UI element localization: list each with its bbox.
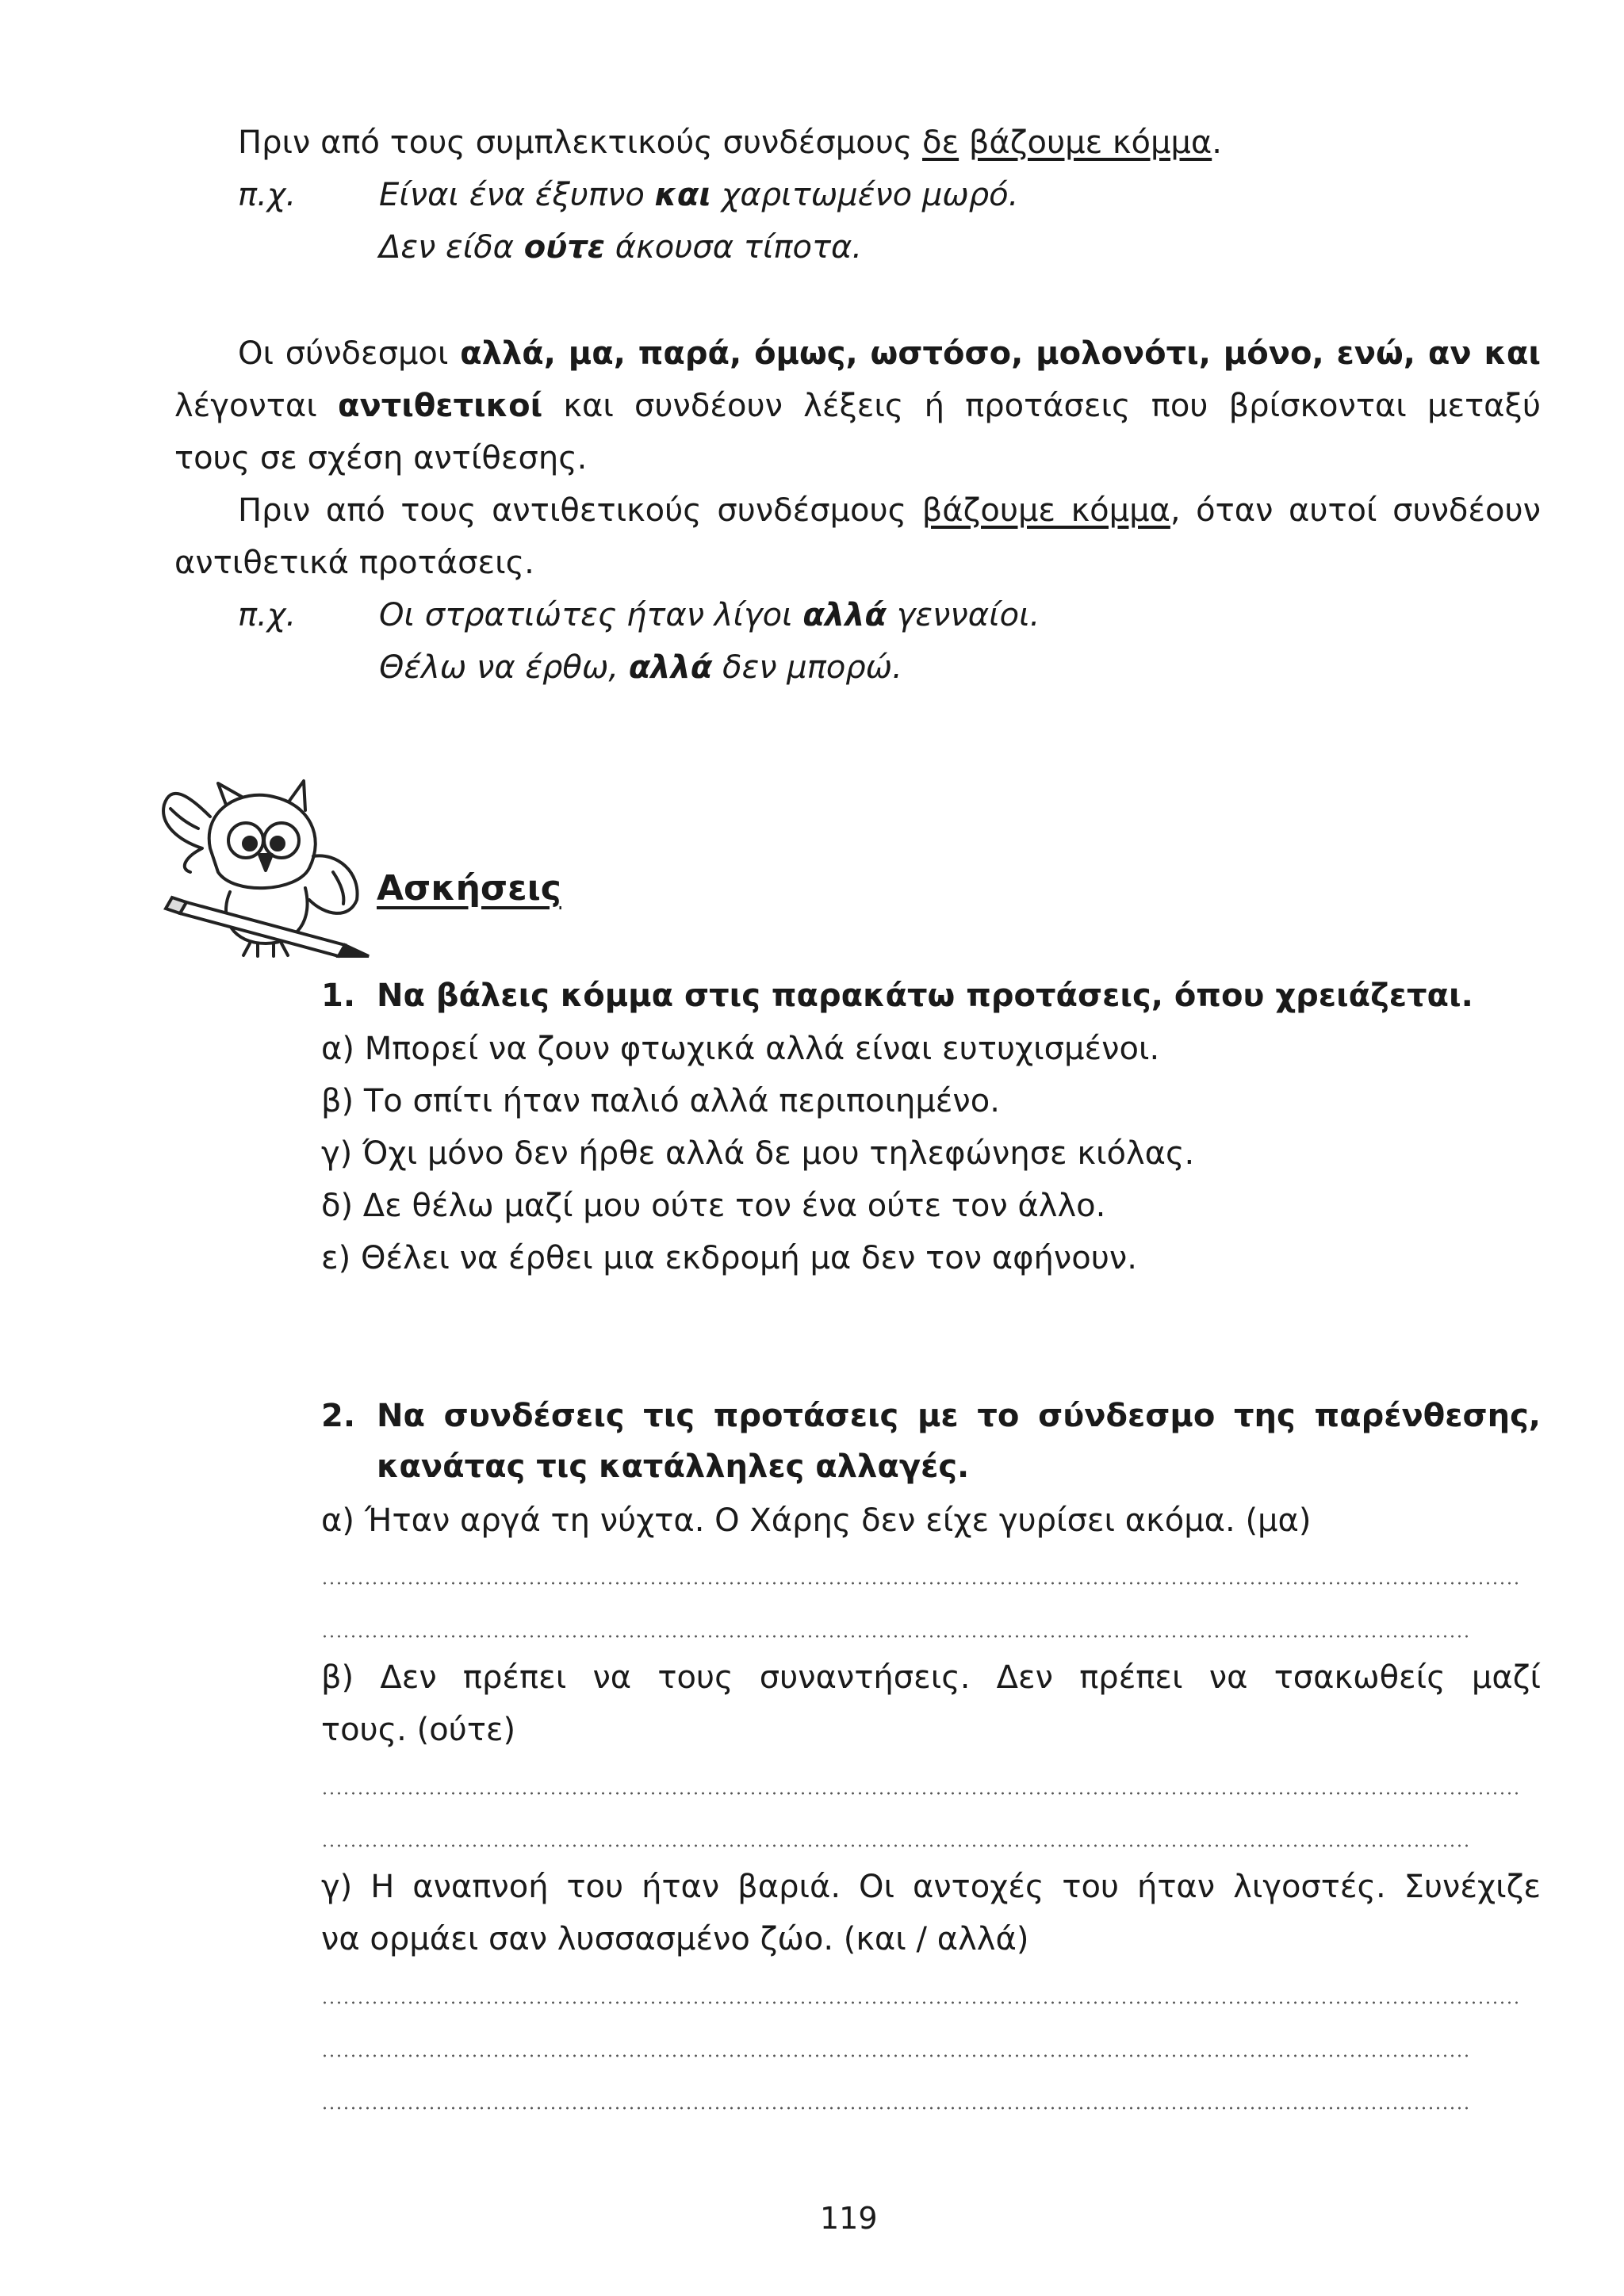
exercise-sentence: α) Μπορεί να ζουν φτωχικά αλλά είναι ευτυχισμένοι. <box>321 1031 1160 1067</box>
term: αντιθετικοί <box>337 388 543 424</box>
exercise-instruction: κανάτας τις κατάλληλες αλλαγές. <box>377 1448 970 1485</box>
underlined-rule: βάζουμε κόμμα <box>921 492 1170 529</box>
text <box>959 124 969 161</box>
answer-line[interactable] <box>321 1582 1522 1585</box>
example-label: π.χ. <box>238 597 297 633</box>
rule-paragraph-3-line-1 <box>238 488 1541 533</box>
answer-line[interactable] <box>321 2107 1469 2110</box>
text: Θέλω να έρθω, <box>379 649 629 686</box>
conjunction-list: αλλά, μα, παρά, όμως, ωστόσο, μολονότι, μόνο, ενώ, αν και <box>460 335 1541 372</box>
conjunction: και <box>654 177 711 213</box>
page-number: 119 <box>820 2201 878 2236</box>
text: άκουσα τίποτα. <box>605 229 863 266</box>
conjunction: αλλά <box>628 649 713 686</box>
text: Είναι ένα έξυπνο <box>379 177 655 213</box>
rule-paragraph-2-line-2 <box>174 384 1541 428</box>
exercise-prompt: β) Δεν πρέπει να τους συναντήσεις. Δεν πρέπει να τσακωθείς μαζί <box>321 1659 1541 1696</box>
text: . <box>1212 124 1222 161</box>
text: και συνδέουν λέξεις ή προτάσεις που βρίσκονται μεταξύ <box>542 388 1542 424</box>
text: γενναίοι. <box>887 597 1040 633</box>
rule-paragraph-3-line-2: αντιθετικά προτάσεις. <box>174 545 534 581</box>
exercise-number: 1. <box>321 978 356 1014</box>
example-sentence <box>379 225 862 270</box>
text: λέγονται <box>174 388 338 424</box>
example-sentence <box>379 173 1018 217</box>
exercises-heading: Ασκήσεις <box>377 868 561 909</box>
answer-line[interactable] <box>321 1792 1522 1795</box>
exercise-sentence: β) Το σπίτι ήταν παλιό αλλά περιποιημένο. <box>321 1083 1000 1119</box>
example-label: π.χ. <box>238 177 297 213</box>
example-sentence <box>379 645 902 690</box>
owl-with-pencil-icon <box>155 761 385 959</box>
text: δεν μπορώ. <box>712 649 902 686</box>
exercise-sentence: ε) Θέλει να έρθει μια εκδρομή μα δεν τον αφήνουν. <box>321 1240 1137 1276</box>
answer-line[interactable] <box>321 2054 1469 2057</box>
exercise-sentence: δ) Δε θέλω μαζί μου ούτε τον ένα ούτε τον άλλο. <box>321 1188 1106 1224</box>
underlined-text: δε <box>922 124 959 161</box>
exercise-instruction: Να βάλεις κόμμα στις παρακάτω προτάσεις, όπου χρειάζεται. <box>377 978 1473 1014</box>
conjunction: αλλά <box>802 597 887 633</box>
text: Οι στρατιώτες ήταν λίγοι <box>379 597 803 633</box>
text: Πριν από τους συμπλεκτικούς συνδέσμους <box>238 124 923 161</box>
example-sentence <box>379 593 1040 637</box>
text: Οι σύνδεσμοι <box>238 335 461 372</box>
exercise-sentence: γ) Όχι μόνο δεν ήρθε αλλά δε μου τηλεφώνησε κιόλας. <box>321 1135 1195 1172</box>
text: Πριν από τους αντιθετικούς συνδέσμους <box>238 492 922 529</box>
underlined-rule: βάζουμε κόμμα <box>968 124 1212 161</box>
rule-paragraph-2-line-3: τους σε σχέση αντίθεσης. <box>174 440 588 476</box>
exercise-prompt: α) Ήταν αργά τη νύχτα. Ο Χάρης δεν είχε γυρίσει ακόμα. (μα) <box>321 1502 1312 1539</box>
text: χαριτωμένο μωρό. <box>710 177 1019 213</box>
answer-line[interactable] <box>321 2001 1522 2004</box>
rule-paragraph-1 <box>238 121 1222 165</box>
text: Δεν είδα <box>379 229 524 266</box>
exercise-instruction: Να συνδέσεις τις προτάσεις με το σύνδεσμο της παρένθεσης, <box>377 1398 1541 1434</box>
exercise-prompt: γ) Η αναπνοή του ήταν βαριά. Οι αντοχές του ήταν λιγοστές. Συνέχιζε <box>321 1869 1541 1905</box>
exercise-prompt: να ορμάει σαν λυσσασμένο ζώο. (και / αλλά) <box>321 1921 1029 1957</box>
exercise-number: 2. <box>321 1398 356 1434</box>
answer-line[interactable] <box>321 1844 1469 1847</box>
answer-line[interactable] <box>321 1635 1469 1638</box>
conjunction: ούτε <box>523 229 606 266</box>
exercise-prompt: τους. (ούτε) <box>321 1712 516 1748</box>
rule-paragraph-2-line-1 <box>238 331 1541 376</box>
text: , όταν αυτοί συνδέουν <box>1170 492 1541 529</box>
